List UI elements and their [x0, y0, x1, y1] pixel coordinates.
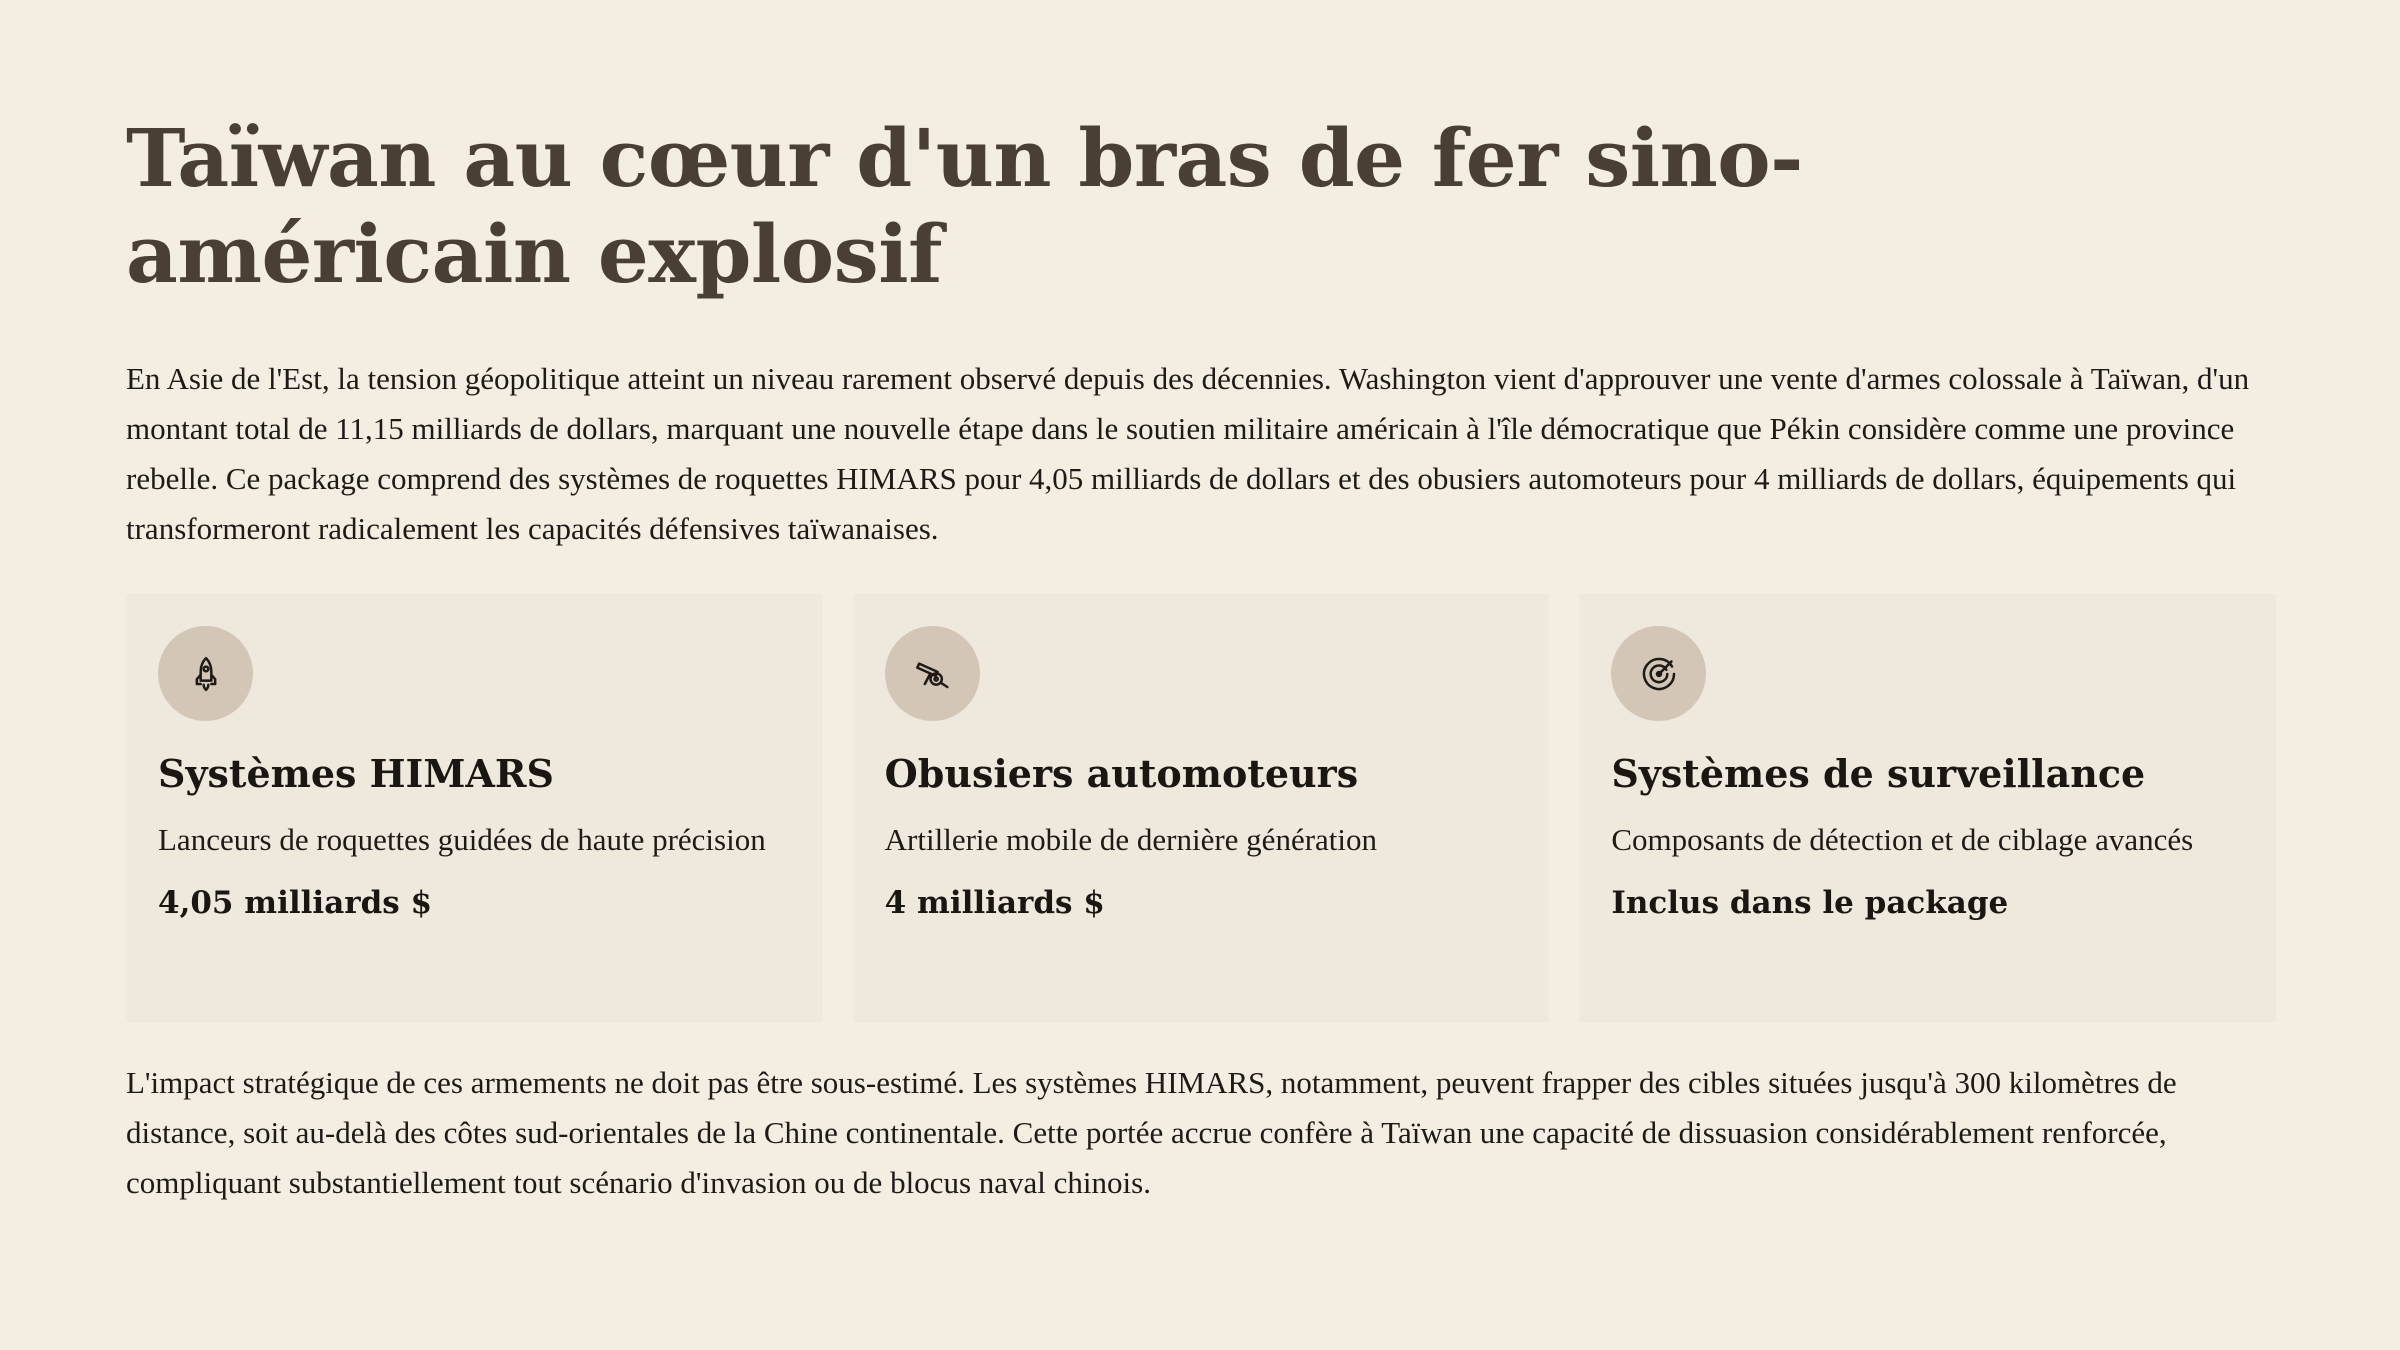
card-surveillance	[1579, 594, 2276, 1022]
card-value: Inclus dans le package	[1611, 885, 2009, 921]
card-title: Obusiers automoteurs	[884, 751, 1359, 796]
article-title: Taïwan au cœur d'un bras de fer sino-américain explosif	[126, 111, 1803, 301]
card-description: Artillerie mobile de dernière génération	[884, 822, 1378, 857]
equipment-cards	[126, 594, 2276, 1022]
card-obusiers	[853, 594, 1550, 1022]
card-title: Systèmes de surveillance	[1611, 751, 2146, 796]
radar-icon-badge	[1611, 626, 1706, 721]
card-value: 4,05 milliards $	[158, 885, 433, 921]
card-value: 4 milliards $	[884, 885, 1105, 921]
card-description: Composants de détection et de ciblage avancés	[1611, 822, 2194, 857]
cannon-icon-badge	[885, 626, 980, 721]
rocket-icon-badge	[158, 626, 253, 721]
rocket-icon	[186, 654, 226, 694]
cannon-icon	[912, 654, 952, 694]
card-title: Systèmes HIMARS	[158, 751, 554, 796]
outro-paragraph: L'impact stratégique de ces armements ne doit pas être sous-estimé. Les systèmes HIMARS, notamment, peuvent frapper des cibles situées jusqu'à 300 kilomètres de distance, soit au-delà des côtes sud-orientales de la Chine continentale. Cette portée accrue confère à Taïwan une capacité de dissuasion considérablement renforcée, compliquant substantiellement tout scénario d'invasion ou de blocus naval chinois.	[126, 1065, 2177, 1200]
card-himars	[126, 594, 823, 1022]
intro-paragraph: En Asie de l'Est, la tension géopolitique atteint un niveau rarement observé depuis des décennies. Washington vient d'approuver une vente d'armes colossale à Taïwan, d'un montant total de 11,15 milliards de dollars, marquant une nouvelle étape dans le soutien militaire américain à l'île démocratique que Pékin considère comme une province rebelle. Ce package comprend des systèmes de roquettes HIMARS pour 4,05 milliards de dollars et des obusiers automoteurs pour 4 milliards de dollars, équipements qui transformeront radicalement les capacités défensives taïwanaises.	[126, 361, 2250, 546]
card-description: Lanceurs de roquettes guidées de haute précision	[158, 822, 766, 857]
radar-icon	[1639, 654, 1679, 694]
